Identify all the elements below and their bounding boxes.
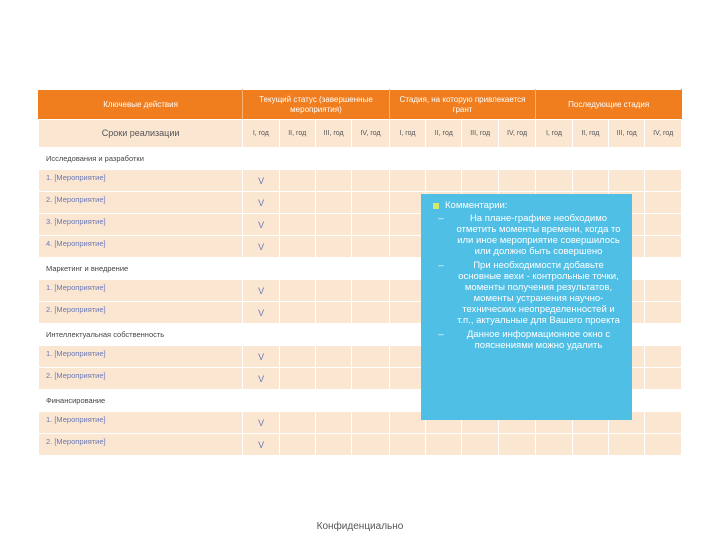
activity-label[interactable]: 1. [Мероприятие] xyxy=(39,346,243,368)
timeline-cell[interactable] xyxy=(352,192,389,214)
timeline-cell[interactable] xyxy=(279,214,315,236)
timeline-cell[interactable] xyxy=(352,412,389,434)
timeline-cell[interactable] xyxy=(315,192,351,214)
timeline-cell[interactable] xyxy=(645,192,682,214)
comment-point xyxy=(433,260,624,326)
dash-icon: – xyxy=(438,260,444,271)
activity-label[interactable]: 2. [Мероприятие] xyxy=(39,368,243,390)
timeline-cell[interactable] xyxy=(609,434,645,456)
square-bullet-icon xyxy=(433,203,439,209)
timeline-cell[interactable] xyxy=(279,368,315,390)
timeline-cell[interactable] xyxy=(279,412,315,434)
timeline-cell[interactable] xyxy=(279,170,315,192)
timeline-cell[interactable] xyxy=(352,280,389,302)
completion-mark[interactable]: V xyxy=(243,214,279,236)
timeline-cell[interactable] xyxy=(315,368,351,390)
timeline-cell[interactable] xyxy=(352,368,389,390)
comment-point-text: При необходимости добавьте основные вехи - контрольные точки, моменты получения результатов, моменты устранения научно-технических неопределенностей и т.п., актуальные для Вашего проекта xyxy=(457,260,620,326)
timeline-cell[interactable] xyxy=(315,412,351,434)
period-cell: IV, год xyxy=(352,120,389,148)
section-title: Интеллектуальная собственность xyxy=(39,324,682,346)
activity-label[interactable]: 4. [Мероприятие] xyxy=(39,236,243,258)
timeline-cell[interactable] xyxy=(315,214,351,236)
completion-mark[interactable]: V xyxy=(243,170,279,192)
timeline-cell[interactable] xyxy=(572,434,608,456)
timeline-cell[interactable] xyxy=(498,170,535,192)
activity-label[interactable]: 1. [Мероприятие] xyxy=(39,170,243,192)
header-current-status: Текущий статус (завершенные мероприятия) xyxy=(243,90,390,120)
period-cell: IV, год xyxy=(645,120,682,148)
period-cell: III, год xyxy=(462,120,498,148)
table-row xyxy=(39,434,682,456)
period-cell: IV, год xyxy=(498,120,535,148)
timeline-cell[interactable] xyxy=(536,434,572,456)
activity-label[interactable]: 2. [Мероприятие] xyxy=(39,302,243,324)
timeline-cell[interactable] xyxy=(352,302,389,324)
timeline-cell[interactable] xyxy=(609,170,645,192)
completion-mark[interactable]: V xyxy=(243,280,279,302)
timeline-cell[interactable] xyxy=(389,170,425,192)
header-row xyxy=(39,90,682,120)
period-cell: III, год xyxy=(609,120,645,148)
timeline-cell[interactable] xyxy=(645,214,682,236)
timeline-cell[interactable] xyxy=(315,236,351,258)
timeline-cell[interactable] xyxy=(645,412,682,434)
timeline-cell[interactable] xyxy=(645,170,682,192)
activity-label[interactable]: 1. [Мероприятие] xyxy=(39,412,243,434)
section-title: Финансирование xyxy=(39,390,682,412)
timeline-cell[interactable] xyxy=(645,236,682,258)
activity-label[interactable]: 3. [Мероприятие] xyxy=(39,214,243,236)
comment-point xyxy=(433,213,624,257)
timeline-cell[interactable] xyxy=(279,434,315,456)
timeline-cell[interactable] xyxy=(352,170,389,192)
comment-heading xyxy=(433,200,624,211)
period-cell: III, год xyxy=(315,120,351,148)
timeline-cell[interactable] xyxy=(645,280,682,302)
timeline-cell[interactable] xyxy=(279,236,315,258)
timeline-cell[interactable] xyxy=(426,170,462,192)
table-row xyxy=(39,170,682,192)
comment-point-text: Данное информационное окно с пояснениями можно удалить xyxy=(466,329,611,351)
subheader-row xyxy=(39,120,682,148)
timeline-cell[interactable] xyxy=(352,346,389,368)
header-next-stages: Последующие стадия xyxy=(536,90,682,120)
timeline-cell[interactable] xyxy=(536,170,572,192)
activity-label[interactable]: 2. [Мероприятие] xyxy=(39,434,243,456)
period-cell: II, год xyxy=(279,120,315,148)
period-cell: II, год xyxy=(572,120,608,148)
activity-label[interactable]: 1. [Мероприятие] xyxy=(39,280,243,302)
timeline-cell[interactable] xyxy=(645,368,682,390)
section-row xyxy=(39,148,682,170)
timeline-cell[interactable] xyxy=(279,302,315,324)
period-cell: I, год xyxy=(536,120,572,148)
header-grant-stage: Стадия, на которую привлекается грант xyxy=(389,90,536,120)
header-key-actions: Ключевые действия xyxy=(39,90,243,120)
timeline-cell[interactable] xyxy=(279,346,315,368)
comment-point xyxy=(433,329,624,351)
completion-mark[interactable]: V xyxy=(243,412,279,434)
period-cell: I, год xyxy=(389,120,425,148)
timeline-cell[interactable] xyxy=(315,170,351,192)
completion-mark[interactable]: V xyxy=(243,302,279,324)
timeline-cell[interactable] xyxy=(315,434,351,456)
timeline-cell[interactable] xyxy=(645,346,682,368)
subheader-timeline: Сроки реализации xyxy=(39,120,243,148)
completion-mark[interactable]: V xyxy=(243,236,279,258)
dash-icon: – xyxy=(438,329,444,340)
timeline-cell[interactable] xyxy=(498,434,535,456)
period-cell: I, год xyxy=(243,120,279,148)
completion-mark[interactable]: V xyxy=(243,368,279,390)
timeline-cell[interactable] xyxy=(462,170,498,192)
footer-confidential: Конфиденциально xyxy=(316,521,404,532)
activity-label[interactable]: 2. [Мероприятие] xyxy=(39,192,243,214)
timeline-cell[interactable] xyxy=(352,434,389,456)
timeline-cell[interactable] xyxy=(279,280,315,302)
comment-box[interactable] xyxy=(421,194,632,420)
comment-heading-text: Комментарии: xyxy=(445,200,508,211)
section-title: Маркетинг и внедрение xyxy=(39,258,682,280)
timeline-cell[interactable] xyxy=(315,280,351,302)
timeline-cell[interactable] xyxy=(389,434,425,456)
period-cell: II, год xyxy=(426,120,462,148)
timeline-cell[interactable] xyxy=(572,170,608,192)
timeline-cell[interactable] xyxy=(645,434,682,456)
timeline-cell[interactable] xyxy=(352,214,389,236)
comment-point-text: На плане-графике необходимо отметить моменты времени, когда то или иное мероприятие совершилось или должно быть совершено xyxy=(456,213,621,257)
timeline-cell[interactable] xyxy=(279,192,315,214)
completion-mark[interactable]: V xyxy=(243,434,279,456)
timeline-cell[interactable] xyxy=(315,302,351,324)
comment-list xyxy=(433,213,624,351)
timeline-cell[interactable] xyxy=(462,434,498,456)
timeline-cell[interactable] xyxy=(426,434,462,456)
timeline-cell[interactable] xyxy=(315,346,351,368)
completion-mark[interactable]: V xyxy=(243,346,279,368)
timeline-cell[interactable] xyxy=(352,236,389,258)
dash-icon: – xyxy=(438,213,444,224)
timeline-cell[interactable] xyxy=(645,302,682,324)
completion-mark[interactable]: V xyxy=(243,192,279,214)
section-title: Исследования и разработки xyxy=(39,148,682,170)
